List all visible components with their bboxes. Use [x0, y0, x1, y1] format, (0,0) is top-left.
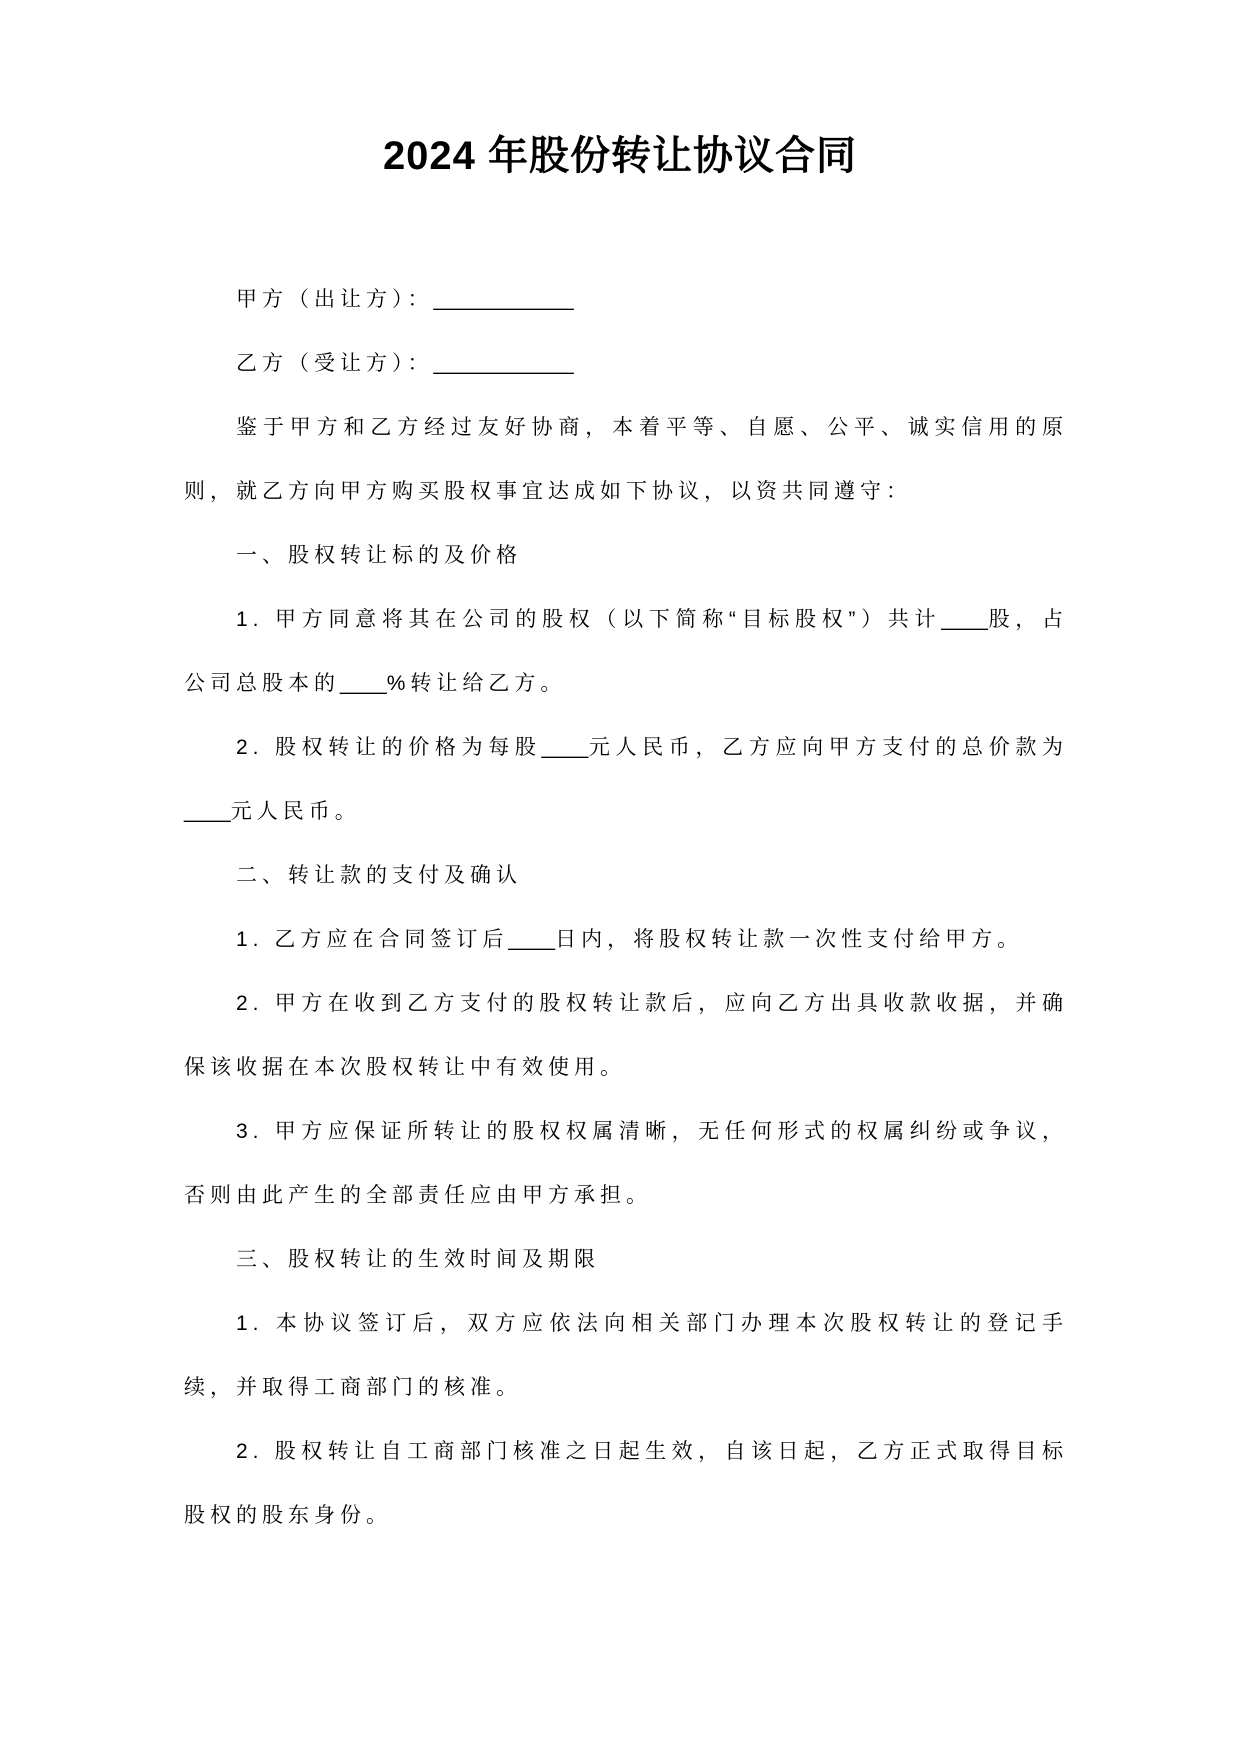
paragraph: 2. 股权转让自工商部门核准之日起生效，自该日起，乙方正式取得目标股权的股东身份。 [184, 1440, 1068, 1527]
document-title: 2024 年股份转让协议合同 [382, 134, 858, 178]
paragraph: 一、股权转让标的及价格 [236, 544, 522, 567]
blank-line: ____ [508, 928, 556, 951]
paragraph: 甲方（出让方）：____________ [236, 288, 574, 311]
blank-line: ____________ [433, 288, 574, 311]
document-body [0, 268, 1240, 1548]
paragraph: 三、股权转让的生效时间及期限 [236, 1248, 600, 1271]
paragraph: 鉴于甲方和乙方经过友好协商，本着平等、自愿、公平、诚实信用的原则，就乙方向甲方购买股权事宜达成如下协议，以资共同遵守： [184, 416, 1068, 503]
blank-line: ____ [340, 672, 387, 695]
blank-line: ____________ [433, 352, 574, 375]
paragraph: 二、转让款的支付及确认 [236, 864, 522, 887]
blank-line: ____ [941, 608, 988, 631]
paragraph: 2. 股权转让的价格为每股____元人民币，乙方应向甲方支付的总价款为____元人民币。 [184, 736, 1068, 823]
blank-line: ____ [184, 800, 231, 823]
paragraph: 2. 甲方在收到乙方支付的股权转让款后，应向乙方出具收款收据，并确保该收据在本次股权转让中有效使用。 [184, 992, 1068, 1079]
paragraph: 3. 甲方应保证所转让的股权权属清晰，无任何形式的权属纠纷或争议，否则由此产生的全部责任应由甲方承担。 [184, 1120, 1068, 1207]
blank-line: ____ [541, 736, 589, 759]
paragraph: 乙方（受让方）：____________ [236, 352, 574, 375]
paragraph: 1. 本协议签订后，双方应依法向相关部门办理本次股权转让的登记手续，并取得工商部门的核准。 [184, 1312, 1068, 1399]
paragraph: 1. 乙方应在合同签订后____日内，将股权转让款一次性支付给甲方。 [236, 928, 1024, 951]
paragraph: 1. 甲方同意将其在公司的股权（以下简称“目标股权”）共计____股，占公司总股本的____%转让给乙方。 [184, 608, 1068, 695]
